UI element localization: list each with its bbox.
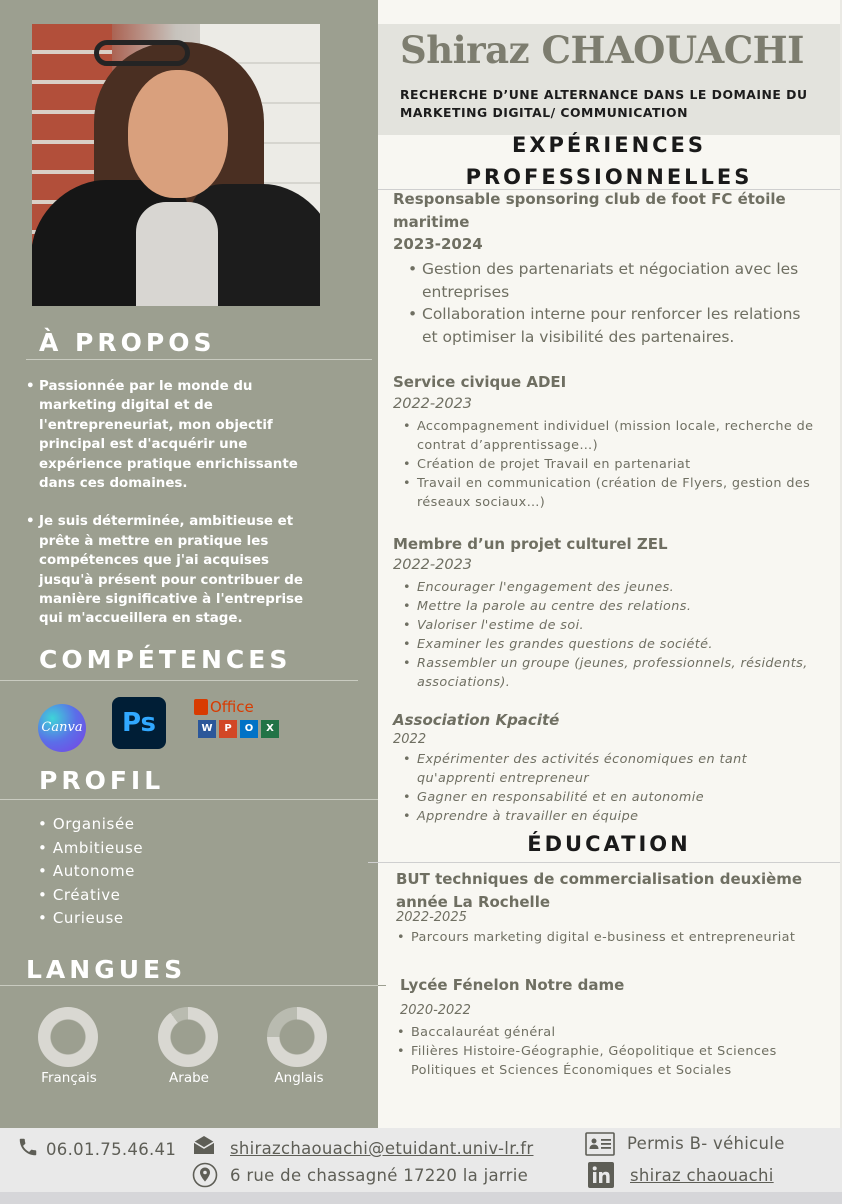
phone-icon <box>17 1136 39 1158</box>
language-label: Arabe <box>169 1070 209 1086</box>
job-bullet: • Encourager l'engagement des jeunes. <box>403 578 823 597</box>
profile-photo <box>32 24 320 306</box>
about-list <box>26 377 316 648</box>
job-bullet: • Expérimenter des activités économiques en tant qu'apprenti entrepreneur <box>403 750 823 788</box>
profile-item: • Organisée <box>38 813 143 837</box>
job-title: Association Kpacité <box>393 711 560 729</box>
profile-list <box>38 813 143 931</box>
job-bullet: • Valoriser l'estime de soi. <box>403 616 823 635</box>
language-ring-anglais <box>267 1007 327 1067</box>
license-text: Permis B- véhicule <box>627 1134 785 1153</box>
job-bullet: • Examiner les grandes questions de société. <box>403 635 823 654</box>
canva-icon: Canva <box>38 704 86 752</box>
job-title: Membre d’un projet culturel ZEL <box>393 535 668 553</box>
job-bullet: • Gestion des partenariats et négociation avec les entreprises <box>408 258 808 303</box>
job-date: 2022 <box>393 732 427 747</box>
language-label: Anglais <box>274 1070 324 1086</box>
profile-item: • Autonome <box>38 860 143 884</box>
profile-divider <box>0 799 378 800</box>
job-bullets <box>403 578 823 692</box>
job-objective: RECHERCHE D’UNE ALTERNANCE DANS LE DOMAINE DU MARKETING DIGITAL/ COMMUNICATION <box>400 87 808 120</box>
email-icon <box>192 1134 216 1156</box>
job-bullet: • Rassembler un groupe (jeunes, professionnels, résidents, associations). <box>403 654 823 692</box>
job-bullet: • Collaboration interne pour renforcer les relations et optimiser la visibilité des partenaires. <box>408 303 808 348</box>
job-bullets <box>408 258 808 348</box>
education-date: 2020-2022 <box>400 1003 471 1018</box>
job-bullet: • Accompagnement individuel (mission locale, recherche de contrat d’apprentissage…) <box>403 417 823 455</box>
id-card-icon <box>585 1132 615 1156</box>
profile-item: • Curieuse <box>38 907 143 931</box>
education-divider <box>368 862 840 863</box>
job-bullet: • Travail en communication (création de Flyers, gestion des réseaux sociaux…) <box>403 474 823 512</box>
address-text: 6 rue de chassagné 17220 la jarrie <box>230 1166 529 1185</box>
about-heading: À PROPOS <box>39 328 216 357</box>
education-bullet: • Baccalauréat général <box>397 1023 777 1042</box>
language-ring-arabe <box>158 1007 218 1067</box>
bottom-strip <box>0 1192 842 1204</box>
languages-divider <box>0 985 386 986</box>
photoshop-icon: Ps <box>112 697 166 749</box>
languages-heading: LANGUES <box>26 955 187 984</box>
about-divider <box>26 359 372 360</box>
job-title: Responsable sponsoring club de foot FC étoile maritime <box>393 190 786 231</box>
language-ring-francais <box>38 1007 98 1067</box>
main-content <box>378 0 840 1128</box>
profile-item: • Créative <box>38 884 143 908</box>
job-bullet: • Gagner en responsabilité et en autonomie <box>403 788 823 807</box>
about-item: • Passionnée par le monde du marketing digital et de l'entrepreneuriat, mon objectif principal est d'acquérir une expérience pratique enrichissante dans ces domaines. <box>26 377 316 493</box>
education-heading: ÉDUCATION <box>527 832 691 856</box>
job-date: 2022-2023 <box>393 557 473 573</box>
job-bullet: • Création de projet Travail en partenariat <box>403 455 823 474</box>
education-bullet: • Filières Histoire-Géographie, Géopolitique et Sciences Politiques et Sciences Économiques et Sociales <box>397 1042 777 1080</box>
location-icon <box>192 1162 218 1188</box>
email-link[interactable]: shirazchaouachi@etuidant.univ-lr.fr <box>230 1139 534 1158</box>
job-date: 2023-2024 <box>393 235 483 253</box>
job-bullets <box>403 417 823 512</box>
phone-number[interactable]: 06.01.75.46.41 <box>46 1140 177 1159</box>
about-item: • Je suis déterminée, ambitieuse et prête à mettre en pratique les compétences que j'ai acquises jusqu'à présent pour contribuer de manière significative à l'entreprise qui m'accueillera en stage. <box>26 512 316 628</box>
linkedin-link[interactable]: shiraz chaouachi <box>630 1166 774 1185</box>
skills-divider <box>0 680 358 681</box>
language-label: Français <box>41 1070 97 1086</box>
education-title: Lycée Fénelon Notre dame <box>400 976 625 994</box>
linkedin-icon <box>588 1162 614 1188</box>
education-bullet: • Parcours marketing digital e-business et entrepreneuriat <box>397 928 797 947</box>
job-bullets <box>403 750 823 826</box>
experience-heading: EXPÉRIENCES PROFESSIONNELLES <box>465 133 753 189</box>
sidebar <box>0 0 378 1128</box>
skills-heading: COMPÉTENCES <box>39 645 292 674</box>
office-icon: Office W P O X <box>194 698 288 748</box>
profile-item: • Ambitieuse <box>38 837 143 861</box>
education-date: 2022-2025 <box>396 910 467 925</box>
job-date: 2022-2023 <box>393 396 473 412</box>
job-title: Service civique ADEI <box>393 373 567 391</box>
education-bullets <box>397 1023 777 1080</box>
education-title: BUT techniques de commercialisation deuxième année La Rochelle <box>396 870 803 911</box>
job-bullet: • Apprendre à travailler en équipe <box>403 807 823 826</box>
education-bullets <box>397 928 797 947</box>
candidate-name: Shiraz CHAOUACHI <box>400 28 804 72</box>
job-bullet: • Mettre la parole au centre des relations. <box>403 597 823 616</box>
profile-heading: PROFIL <box>39 766 165 795</box>
